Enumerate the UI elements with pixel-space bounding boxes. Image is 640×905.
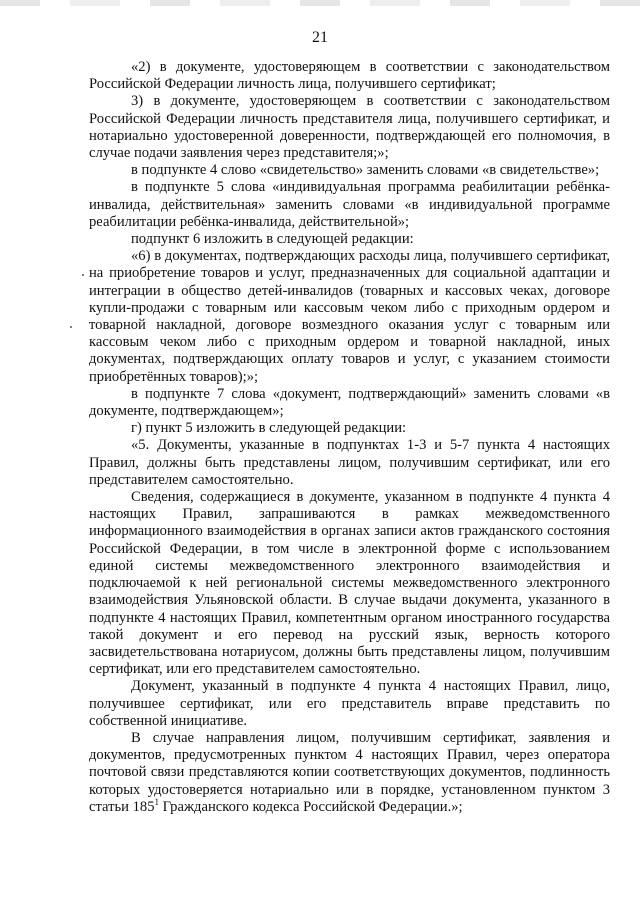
margin-mark bbox=[82, 274, 84, 276]
paragraph: Документ, указанный в подпункте 4 пункта 4 настоящих Правил, лицо, получившее сертификат, или его представитель вправе представить по собственной инициативе. bbox=[89, 678, 610, 729]
paragraph: «6) в документах, подтверждающих расходы лица, получившего сертификат, на приобретение товаров и услуг, предназначенных для социальной адаптации и интеграции в общество детей-инвалидов (товарных и кассовых чеках, договоре купли-продажи с товарным или кассовым чеком либо с приходным ордером и товарной накладной, договоре возмездного оказания услуг с товарным или кассовым чеком либо с приходным ордером и товарной накладной, иных документах, подтверждающих оплату товаров и услуг, с указанием стоимости приобретённых товаров);»; bbox=[89, 248, 610, 385]
paragraph: 3) в документе, удостоверяющем в соответствии с законодательством Российской Федерации личность представителя лица, получившего сертификат, и нотариально удостоверенной доверенности, подтверждающей его полномочия, в случае подачи заявления через представителя;»; bbox=[89, 93, 610, 162]
paragraph: в подпункте 7 слова «документ, подтверждающий» заменить словами «в документе, подтверждающем»; bbox=[89, 385, 610, 420]
paragraph-text: В случае направления лицом, получившим сертификат, заявления и документов, предусмотренных пунктом 4 настоящих Правил, через оператора почтовой связи представляются копии соответствующих документов, подлинность которых удостоверяется нотариально или в порядке, установленном пунктом 3 статьи 185 bbox=[89, 729, 610, 815]
paragraph: подпункт 6 изложить в следующей редакции: bbox=[131, 231, 414, 248]
paragraph: в подпункте 4 слово «свидетельство» заменить словами «в свидетельстве»; bbox=[131, 162, 600, 179]
scan-edge-artifact bbox=[0, 0, 640, 6]
paragraph-text: Гражданского кодекса Российской Федерации.»; bbox=[159, 798, 463, 815]
paragraph: «5. Документы, указанные в подпунктах 1-3 и 5-7 пункта 4 настоящих Правил, должны быть представлены лицом, получившим сертификат, или его представителем самостоятельно. bbox=[89, 437, 610, 488]
paragraph: «2) в документе, удостоверяющем в соответствии с законодательством Российской Федерации личность лица, получившего сертификат; bbox=[89, 59, 610, 93]
margin-mark bbox=[70, 326, 72, 328]
paragraph: в подпункте 5 слова «индивидуальная программа реабилитации ребёнка-инвалида, действительная» заменить словами «в индивидуальной программе реабилитации ребёнка-инвалида, действительной»; bbox=[89, 179, 610, 230]
paragraph: г) пункт 5 изложить в следующей редакции: bbox=[131, 420, 407, 437]
superscript-marker: 1 bbox=[154, 796, 160, 807]
paragraph: Сведения, содержащиеся в документе, указанном в подпункте 4 пункта 4 настоящих Правил, запрашиваются в рамках межведомственного информационного взаимодействия в органах записи актов гражданского состояния Российской Федерации, в том числе в электронной форме с использованием единой системы межведомственного электронного взаимодействия и подключаемой к ней региональной системы межведомственного электронного взаимодействия Ульяновской области. В случае выдачи документа, указанного в подпункте 4 настоящих Правил, компетентным органом иностранного государства такой документ и его перевод на русский язык, верность которого засвидетельствована нотариусом, должны быть представлены лицом, получившим сертификат, или его представителем самостоятельно. bbox=[89, 489, 610, 678]
page-number: 21 bbox=[312, 29, 328, 46]
document-body bbox=[89, 59, 610, 816]
paragraph-with-footnote-ref bbox=[89, 730, 610, 816]
